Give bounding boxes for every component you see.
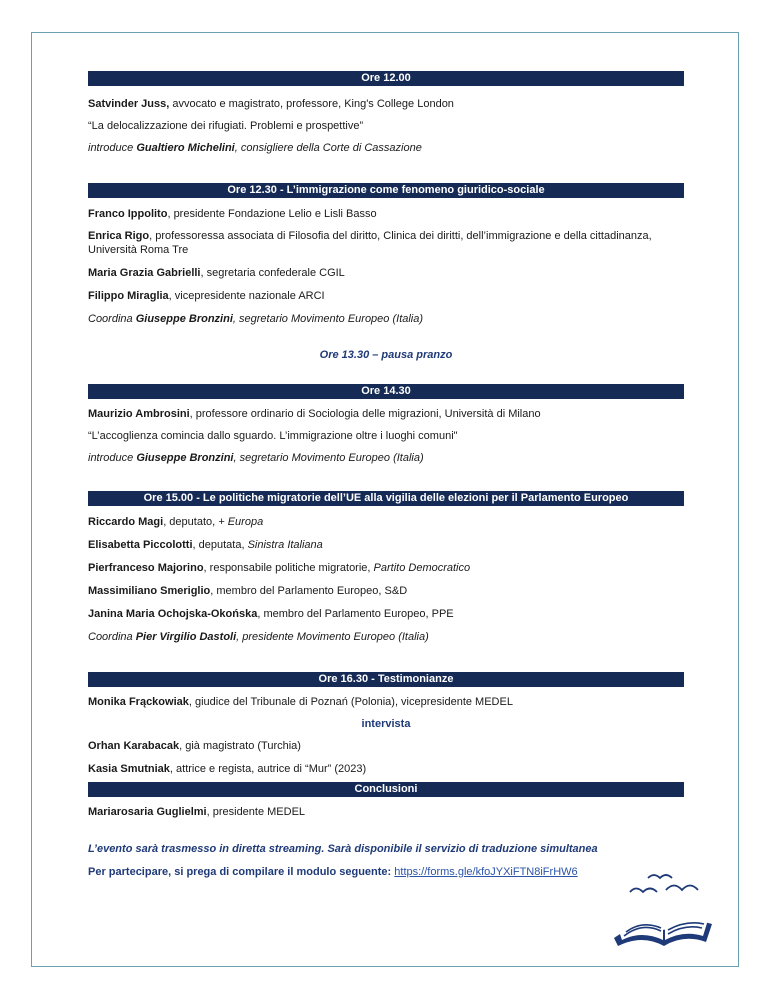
coordinator-line [88, 630, 684, 644]
registration-link[interactable]: https://forms.gle/kfoJYXiFTN8iFrHW6 [394, 866, 578, 878]
bird-icon [648, 875, 672, 878]
speaker-name: Orhan Karabacak [88, 740, 180, 752]
speaker-line [88, 229, 684, 257]
intro-prefix: introduce [88, 142, 137, 154]
speaker-line [88, 739, 684, 753]
speaker-role: , presidente MEDEL [206, 806, 306, 818]
speaker-name: Kasia Smutniak [88, 763, 170, 775]
speaker-line [88, 407, 684, 421]
speaker-role: , vicepresidente nazionale ARCI [168, 290, 325, 302]
coordinator-role: , presidente Movimento Europeo (Italia) [236, 631, 429, 643]
section-header-1200: Ore 12.00 [88, 71, 684, 86]
interview-label: intervista [361, 718, 411, 730]
program-content [88, 71, 684, 879]
speaker-line [88, 762, 684, 776]
registration-text: Per partecipare, si prega di compilare il modulo seguente: [88, 866, 395, 878]
speaker-name: Maurizio Ambrosini [88, 408, 190, 420]
speaker-party: + Europa [218, 516, 264, 528]
bird-icon [630, 889, 657, 893]
speaker-line [88, 584, 684, 598]
speaker-line [88, 97, 684, 111]
speaker-name: Janina Maria Ochojska-Okońska [88, 608, 258, 620]
speaker-name: Monika Frąckowiak [88, 696, 189, 708]
speaker-role: , presidente Fondazione Lelio e Lisli Basso [167, 208, 377, 220]
speaker-line [88, 289, 684, 303]
speaker-name: Massimiliano Smeriglio [88, 585, 211, 597]
speaker-line [88, 561, 684, 575]
speaker-line [88, 538, 684, 552]
intro-role: , segretario Movimento Europeo (Italia) [233, 452, 424, 464]
speaker-line [88, 207, 684, 221]
coordinator-name: Giuseppe Bronzini [135, 313, 233, 325]
speaker-role: , membro del Parlamento Europeo, PPE [257, 608, 454, 620]
speaker-role: , deputato, [163, 516, 219, 528]
speaker-name: Elisabetta Piccolotti [88, 539, 193, 551]
speaker-role: , segretaria confederale CGIL [200, 267, 345, 279]
section-header-conclusioni: Conclusioni [88, 782, 684, 797]
talk-title: “La delocalizzazione dei rifugiati. Problemi e prospettive” [88, 120, 364, 132]
registration-line [88, 865, 684, 879]
intro-line [88, 451, 684, 465]
intro-prefix: introduce [88, 452, 137, 464]
speaker-role: , già magistrato (Turchia) [179, 740, 301, 752]
open-book-with-birds-icon [608, 868, 718, 950]
speaker-party: Sinistra Italiana [247, 539, 323, 551]
speaker-name: Riccardo Magi [88, 516, 164, 528]
speaker-name: Pierfranceso Majorino [88, 562, 204, 574]
section-header-1230: Ore 12.30 - L’immigrazione come fenomeno giuridico-sociale [88, 183, 684, 198]
intro-name: Gualtiero Michelini [136, 142, 235, 154]
section-header-1500: Ore 15.00 - Le politiche migratorie dell’UE alla vigilia delle elezioni per il Parlamento Europeo [88, 491, 684, 506]
speaker-name: Satvinder Juss, [88, 98, 170, 110]
speaker-name: Franco Ippolito [88, 208, 168, 220]
talk-title: “L’accoglienza comincia dallo sguardo. L’immigrazione oltre i luoghi comuni" [88, 430, 458, 442]
intro-line [88, 141, 684, 155]
intro-role: , consigliere della Corte di Cassazione [234, 142, 422, 154]
speaker-name: Enrica Rigo [88, 230, 150, 242]
section-header-1430: Ore 14.30 [88, 384, 684, 399]
speaker-line [88, 266, 684, 280]
speaker-line [88, 805, 684, 819]
speaker-name: Mariarosaria Guglielmi [88, 806, 207, 818]
speaker-role: avvocato e magistrato, professore, King's College London [169, 98, 454, 110]
coord-prefix: Coordina [88, 631, 136, 643]
bird-icon [666, 886, 698, 891]
coordinator-name: Pier Virgilio Dastoli [135, 631, 237, 643]
intro-name: Giuseppe Bronzini [136, 452, 234, 464]
speaker-party: Partito Democratico [373, 562, 471, 574]
speaker-role: , giudice del Tribunale di Poznań (Polonia), vicepresidente MEDEL [188, 696, 513, 708]
section-header-1630: Ore 16.30 - Testimonianze [88, 672, 684, 687]
streaming-note: L’evento sarà trasmesso in diretta streaming. Sarà disponibile il servizio di traduzione simultanea [88, 843, 598, 855]
speaker-line [88, 607, 684, 621]
speaker-role: , responsabile politiche migratorie, [203, 562, 374, 574]
speaker-line [88, 695, 684, 709]
speaker-role: , professore ordinario di Sociologia delle migrazioni, Università di Milano [189, 408, 541, 420]
speaker-role: , professoressa associata di Filosofia del diritto, Clinica dei diritti, dell’immigrazione e della cittadinanza, Università Roma Tre [88, 230, 652, 256]
lunch-break: Ore 13.30 – pausa pranzo [319, 349, 453, 361]
coordinator-role: , segretario Movimento Europeo (Italia) [232, 313, 424, 325]
speaker-name: Filippo Miraglia [88, 290, 169, 302]
speaker-name: Maria Grazia Gabrielli [88, 267, 201, 279]
speaker-role: , deputata, [192, 539, 248, 551]
speaker-role: , attrice e regista, autrice di “Mur” (2023) [169, 763, 367, 775]
coord-prefix: Coordina [88, 313, 136, 325]
coordinator-line [88, 312, 684, 326]
speaker-line [88, 515, 684, 529]
speaker-role: , membro del Parlamento Europeo, S&D [210, 585, 408, 597]
